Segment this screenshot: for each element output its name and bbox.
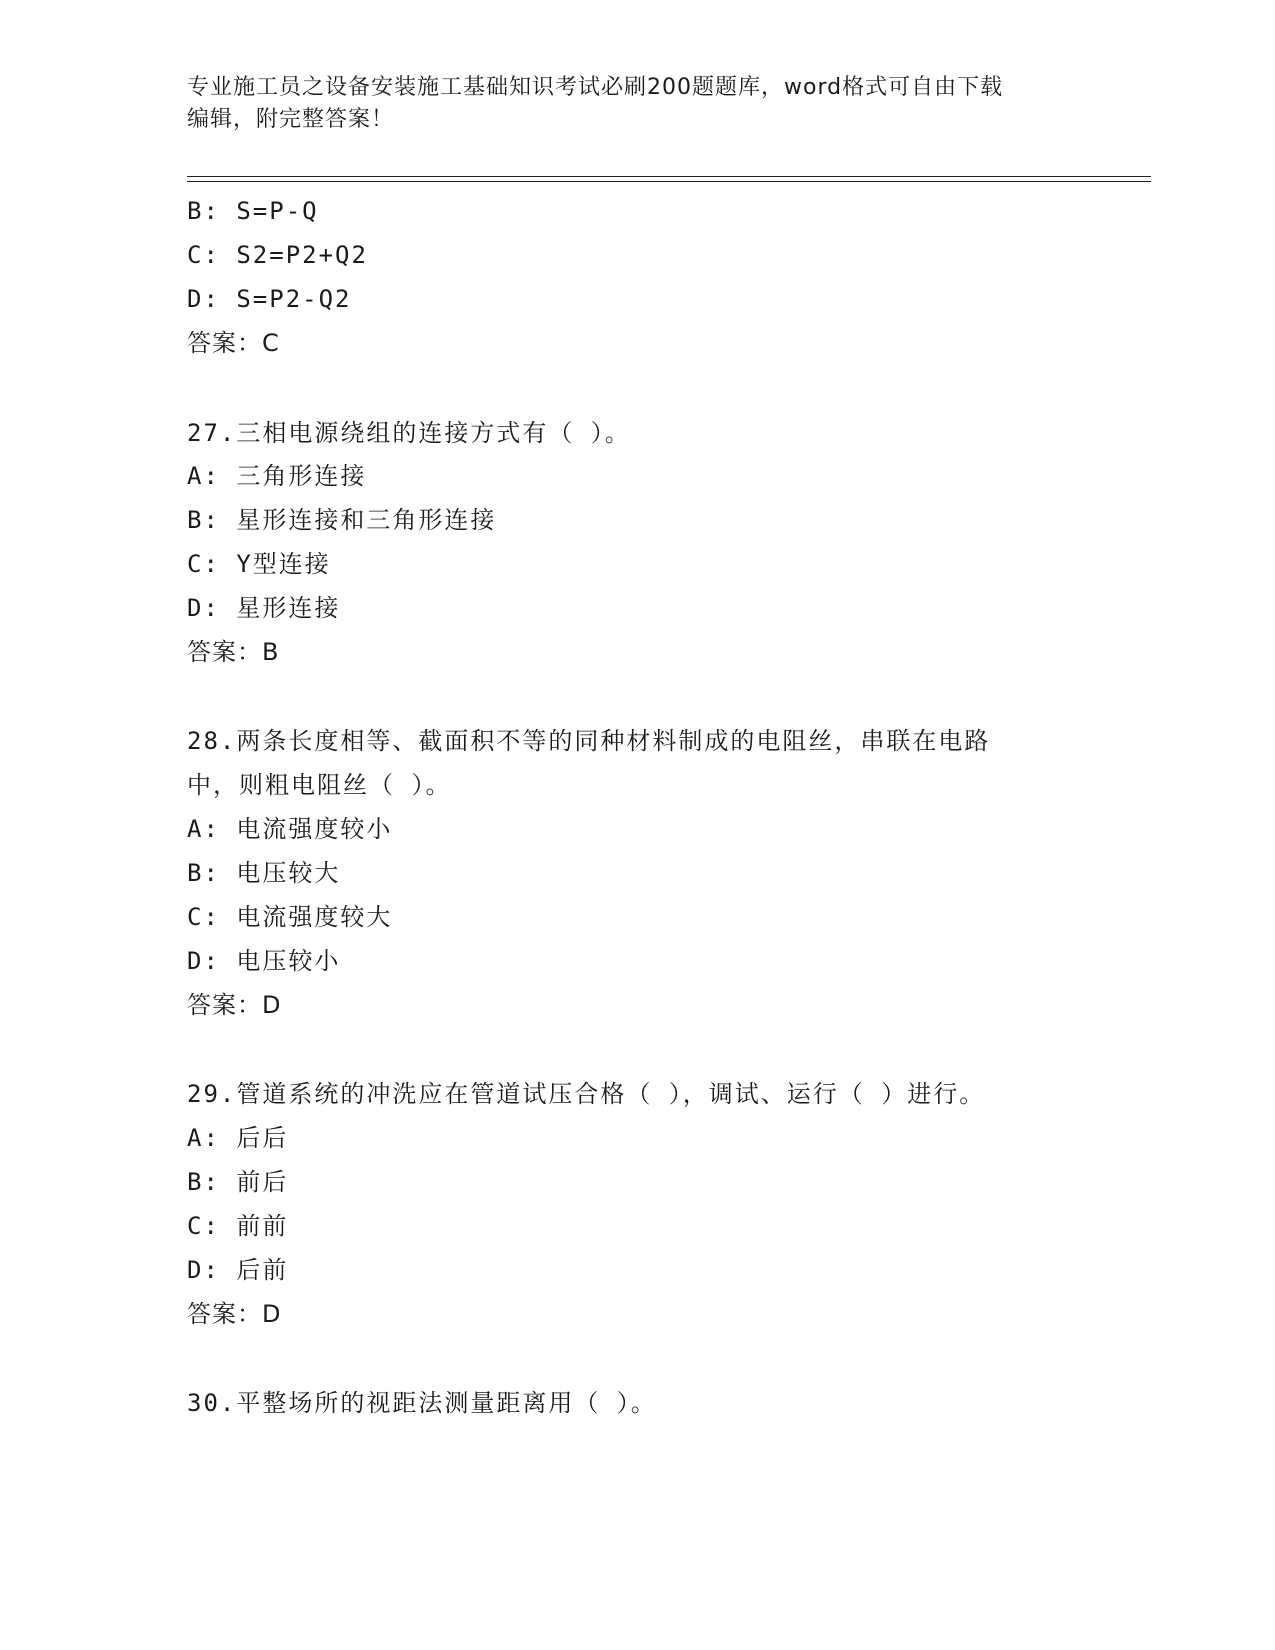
q29-answer: 答案：D [187,1300,282,1328]
q28-question-line-1: 28.两条长度相等、截面积不等的同种材料制成的电阻丝，串联在电路 [187,727,991,755]
q29-option-b: B: 前后 [187,1168,289,1196]
q28-option-a: A: 电流强度较小 [187,815,393,843]
q28-question-line-2: 中，则粗电阻丝（ ）。 [187,771,452,799]
q29-option-d: D: 后前 [187,1256,289,1284]
q27-option-c: C: Y型连接 [187,550,331,578]
q28-answer: 答案：D [187,991,282,1019]
header-divider-bottom [187,181,1151,182]
q27-option-d: D: 星形连接 [187,594,341,622]
q26-answer: 答案：C [187,329,280,357]
header-title-line-2: 编辑，附完整答案！ [187,107,395,132]
q27-option-b: B: 星形连接和三角形连接 [187,506,497,534]
q28-option-b: B: 电压较大 [187,859,341,887]
header-divider-top [187,176,1151,177]
document-header [187,72,1087,136]
q28-option-c: C: 电流强度较大 [187,903,393,931]
q26-option-c: C: S2=P2+Q2 [187,241,368,269]
q28-option-d: D: 电压较小 [187,947,341,975]
q29-question: 29.管道系统的冲洗应在管道试压合格（ ），调试、运行（ ）进行。 [187,1080,986,1108]
q30-question: 30.平整场所的视距法测量距离用（ ）。 [187,1389,657,1417]
q27-answer: 答案：B [187,638,280,666]
q26-option-b: B: S=P-Q [187,197,319,225]
q29-option-a: A: 后后 [187,1124,289,1152]
q26-option-d: D: S=P2-Q2 [187,285,352,313]
q27-question: 27.三相电源绕组的连接方式有（ ）。 [187,419,631,447]
header-title-line-1: 专业施工员之设备安装施工基础知识考试必刷200题题库，word格式可自由下载 [187,75,1004,100]
q27-option-a: A: 三角形连接 [187,462,367,490]
q29-option-c: C: 前前 [187,1212,289,1240]
